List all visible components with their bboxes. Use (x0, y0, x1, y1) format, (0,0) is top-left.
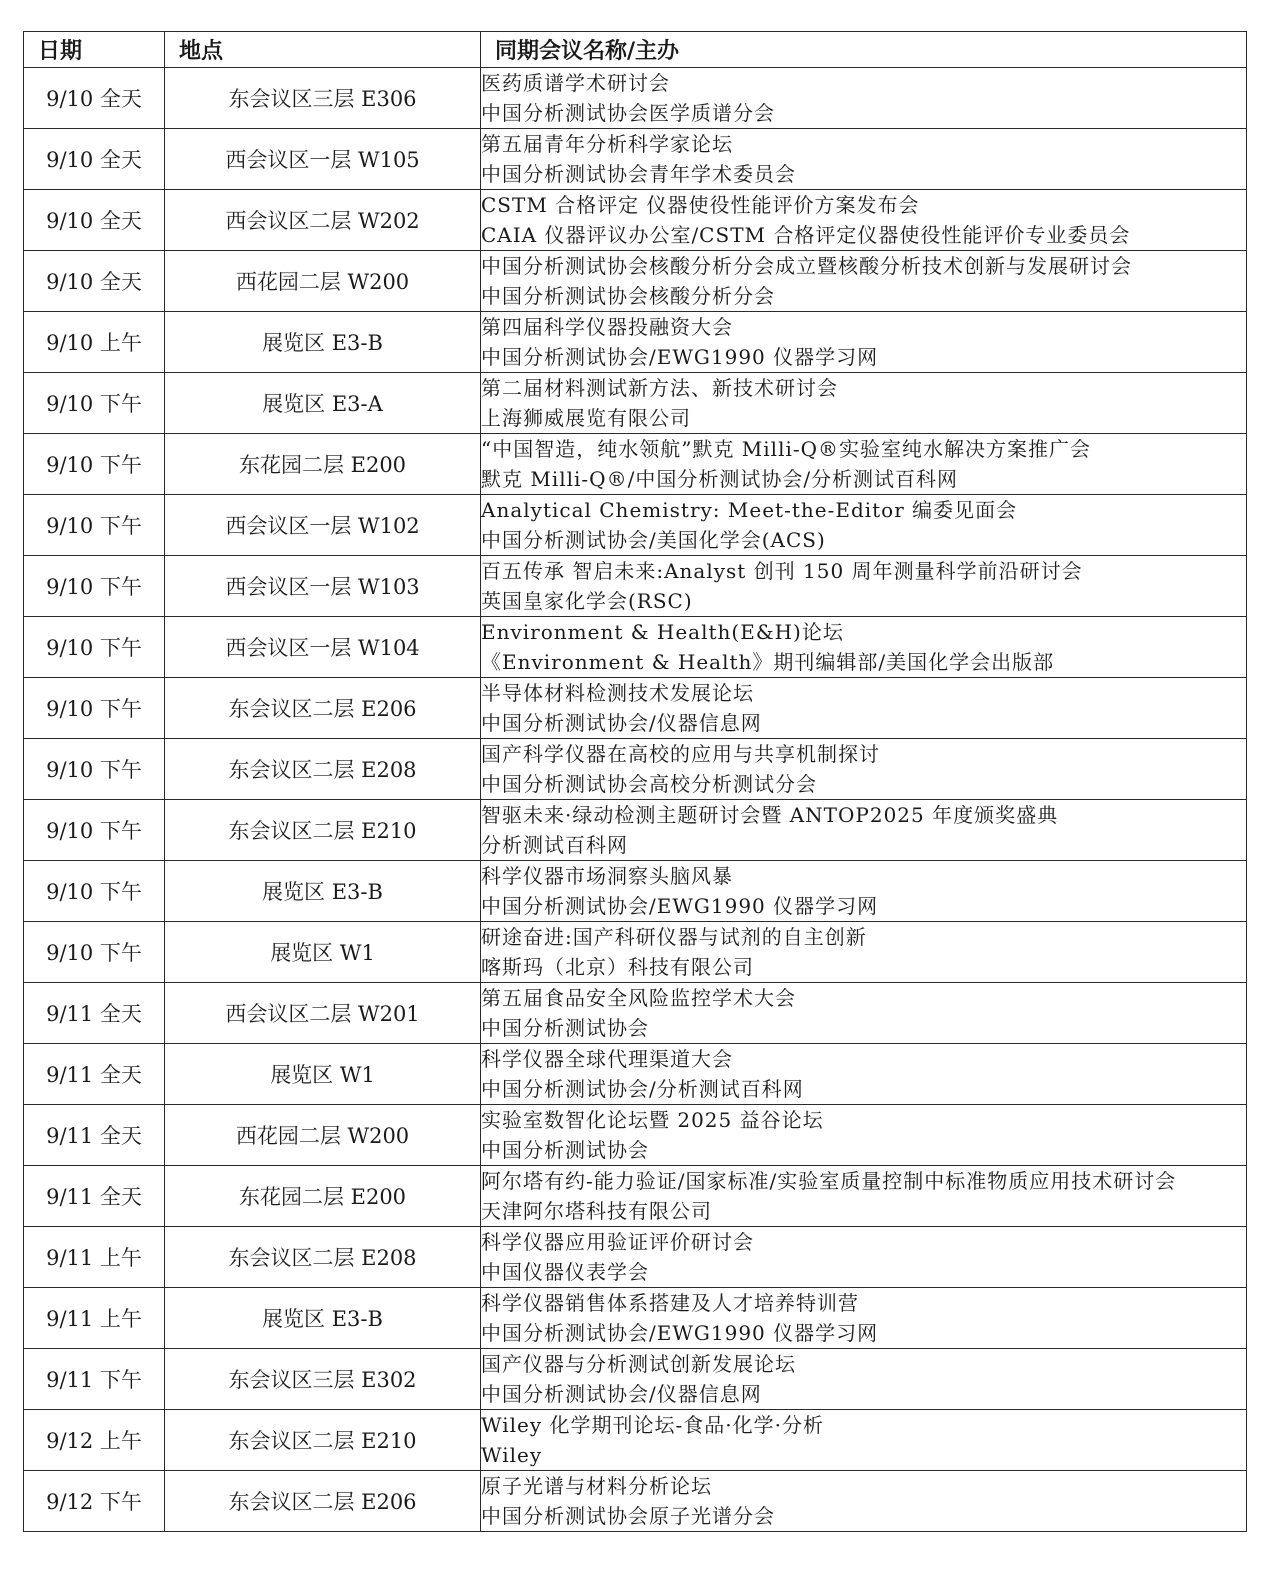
cell-event (481, 739, 1247, 800)
cell-event (481, 617, 1247, 678)
cell-location: 展览区 W1 (165, 922, 481, 983)
table-row (24, 1044, 1247, 1105)
event-organizer: 中国分析测试协会核酸分析分会 (481, 284, 775, 308)
table-row (24, 312, 1247, 373)
table-row (24, 861, 1247, 922)
event-organizer: 默克 Milli-Q®/中国分析测试协会/分析测试百科网 (481, 467, 959, 491)
cell-location: 西花园二层 W200 (165, 251, 481, 312)
cell-location: 西会议区二层 W202 (165, 190, 481, 251)
table-row (24, 1288, 1247, 1349)
event-organizer: 中国分析测试协会/分析测试百科网 (481, 1077, 804, 1101)
cell-date: 9/11 全天 (24, 983, 165, 1044)
cell-date: 9/10 下午 (24, 495, 165, 556)
cell-event (481, 1166, 1247, 1227)
cell-date: 9/10 下午 (24, 800, 165, 861)
cell-location: 东花园二层 E200 (165, 1166, 481, 1227)
cell-date: 9/11 全天 (24, 1044, 165, 1105)
event-organizer: 中国分析测试协会医学质谱分会 (481, 101, 775, 125)
cell-event (481, 1410, 1247, 1471)
event-title: 科学仪器销售体系搭建及人才培养特训营 (481, 1291, 859, 1315)
cell-location: 西会议区一层 W104 (165, 617, 481, 678)
cell-location: 东会议区三层 E302 (165, 1349, 481, 1410)
event-title: 阿尔塔有约-能力验证/国家标准/实验室质量控制中标准物质应用技术研讨会 (481, 1169, 1177, 1193)
event-title: 智驱未来·绿动检测主题研讨会暨 ANTOP2025 年度颁奖盛典 (481, 803, 1059, 827)
event-title: 半导体材料检测技术发展论坛 (481, 681, 754, 705)
event-organizer: 《Environment & Health》期刊编辑部/美国化学会出版部 (481, 650, 1055, 674)
event-organizer: 分析测试百科网 (481, 833, 628, 857)
cell-location: 西会议区一层 W102 (165, 495, 481, 556)
table-row (24, 800, 1247, 861)
cell-event (481, 251, 1247, 312)
event-title: Wiley 化学期刊论坛-食品·化学·分析 (481, 1413, 824, 1437)
header-location: 地点 (165, 32, 481, 68)
cell-location: 东会议区三层 E306 (165, 68, 481, 129)
cell-location: 展览区 E3-B (165, 312, 481, 373)
cell-location: 东会议区二层 E206 (165, 1471, 481, 1532)
cell-date: 9/10 下午 (24, 678, 165, 739)
event-title: 第五届青年分析科学家论坛 (481, 132, 733, 156)
event-title: 第二届材料测试新方法、新技术研讨会 (481, 376, 838, 400)
cell-location: 东会议区二层 E206 (165, 678, 481, 739)
event-title: 实验室数智化论坛暨 2025 益谷论坛 (481, 1108, 824, 1132)
event-title: 百五传承 智启未来:Analyst 创刊 150 周年测量科学前沿研讨会 (481, 559, 1083, 583)
event-title: 第四届科学仪器投融资大会 (481, 315, 733, 339)
event-organizer: 中国分析测试协会/仪器信息网 (481, 1382, 762, 1406)
cell-event (481, 312, 1247, 373)
cell-event (481, 129, 1247, 190)
conference-schedule-table (23, 31, 1247, 1532)
event-organizer: CAIA 仪器评议办公室/CSTM 合格评定仪器使役性能评价专业委员会 (481, 223, 1131, 247)
cell-event (481, 190, 1247, 251)
cell-date: 9/10 下午 (24, 556, 165, 617)
cell-location: 东花园二层 E200 (165, 434, 481, 495)
cell-location: 展览区 E3-B (165, 1288, 481, 1349)
event-organizer: 中国分析测试协会原子光谱分会 (481, 1504, 775, 1528)
cell-event (481, 983, 1247, 1044)
event-title: 科学仪器市场洞察头脑风暴 (481, 864, 733, 888)
cell-date: 9/10 下午 (24, 739, 165, 800)
table-row (24, 983, 1247, 1044)
cell-event (481, 68, 1247, 129)
event-title: 原子光谱与材料分析论坛 (481, 1474, 712, 1498)
event-organizer: 中国分析测试协会/EWG1990 仪器学习网 (481, 1321, 879, 1345)
cell-event (481, 1044, 1247, 1105)
table-row (24, 556, 1247, 617)
event-title: 科学仪器应用验证评价研讨会 (481, 1230, 754, 1254)
cell-location: 西会议区一层 W103 (165, 556, 481, 617)
header-row (24, 32, 1247, 68)
event-title: 中国分析测试协会核酸分析分会成立暨核酸分析技术创新与发展研讨会 (481, 254, 1132, 278)
event-title: Analytical Chemistry: Meet-the-Editor 编委见面会 (481, 498, 1018, 522)
cell-date: 9/11 全天 (24, 1105, 165, 1166)
cell-location: 展览区 W1 (165, 1044, 481, 1105)
cell-date: 9/10 下午 (24, 373, 165, 434)
event-title: 科学仪器全球代理渠道大会 (481, 1047, 733, 1071)
cell-date: 9/11 上午 (24, 1227, 165, 1288)
table-row (24, 251, 1247, 312)
event-organizer: 中国分析测试协会/仪器信息网 (481, 711, 762, 735)
table-row (24, 434, 1247, 495)
cell-event (481, 1105, 1247, 1166)
cell-date: 9/11 上午 (24, 1288, 165, 1349)
cell-event (481, 1227, 1247, 1288)
cell-date: 9/10 全天 (24, 190, 165, 251)
table-row (24, 68, 1247, 129)
header-event: 同期会议名称/主办 (481, 32, 1247, 68)
event-organizer: 英国皇家化学会(RSC) (481, 589, 693, 613)
cell-event (481, 373, 1247, 434)
cell-location: 西会议区二层 W201 (165, 983, 481, 1044)
cell-date: 9/10 下午 (24, 617, 165, 678)
cell-location: 展览区 E3-B (165, 861, 481, 922)
cell-date: 9/10 全天 (24, 68, 165, 129)
cell-date: 9/10 下午 (24, 861, 165, 922)
cell-date: 9/11 下午 (24, 1349, 165, 1410)
cell-date: 9/11 全天 (24, 1166, 165, 1227)
event-organizer: 中国分析测试协会/EWG1990 仪器学习网 (481, 894, 879, 918)
cell-location: 东会议区二层 E208 (165, 739, 481, 800)
cell-date: 9/12 上午 (24, 1410, 165, 1471)
cell-event (481, 1349, 1247, 1410)
cell-location: 东会议区二层 E210 (165, 800, 481, 861)
cell-location: 东会议区二层 E210 (165, 1410, 481, 1471)
table-row (24, 617, 1247, 678)
table-row (24, 1471, 1247, 1532)
cell-location: 西花园二层 W200 (165, 1105, 481, 1166)
cell-location: 东会议区二层 E208 (165, 1227, 481, 1288)
table-row (24, 495, 1247, 556)
cell-event (481, 434, 1247, 495)
event-title: Environment & Health(E&H)论坛 (481, 620, 844, 644)
table-row (24, 1227, 1247, 1288)
event-organizer: 中国分析测试协会高校分析测试分会 (481, 772, 817, 796)
cell-date: 9/10 全天 (24, 251, 165, 312)
cell-event (481, 922, 1247, 983)
event-title: CSTM 合格评定 仪器使役性能评价方案发布会 (481, 193, 920, 217)
cell-event (481, 678, 1247, 739)
cell-event (481, 861, 1247, 922)
event-organizer: 中国分析测试协会 (481, 1016, 649, 1040)
event-title: 研途奋进:国产科研仪器与试剂的自主创新 (481, 925, 867, 949)
cell-date: 9/12 下午 (24, 1471, 165, 1532)
table-row (24, 1410, 1247, 1471)
cell-location: 西会议区一层 W105 (165, 129, 481, 190)
event-organizer: 上海狮威展览有限公司 (481, 406, 691, 430)
event-organizer: 中国分析测试协会青年学术委员会 (481, 162, 796, 186)
cell-location: 展览区 E3-A (165, 373, 481, 434)
table-row (24, 1166, 1247, 1227)
event-organizer: 中国仪器仪表学会 (481, 1260, 649, 1284)
table-header (24, 32, 1247, 68)
table-row (24, 739, 1247, 800)
event-title: 医药质谱学术研讨会 (481, 71, 670, 95)
table-row (24, 1105, 1247, 1166)
cell-date: 9/10 下午 (24, 434, 165, 495)
event-title: 第五届食品安全风险监控学术大会 (481, 986, 796, 1010)
cell-date: 9/10 下午 (24, 922, 165, 983)
event-organizer: 喀斯玛（北京）科技有限公司 (481, 955, 754, 979)
event-organizer: Wiley (481, 1443, 543, 1467)
table-row (24, 190, 1247, 251)
table-body (24, 68, 1247, 1532)
header-date: 日期 (24, 32, 165, 68)
event-organizer: 中国分析测试协会/EWG1990 仪器学习网 (481, 345, 879, 369)
event-organizer: 中国分析测试协会 (481, 1138, 649, 1162)
cell-event (481, 495, 1247, 556)
cell-event (481, 1471, 1247, 1532)
cell-event (481, 1288, 1247, 1349)
cell-date: 9/10 上午 (24, 312, 165, 373)
cell-event (481, 800, 1247, 861)
cell-date: 9/10 全天 (24, 129, 165, 190)
event-title: “中国智造，纯水领航”默克 Milli-Q®实验室纯水解决方案推广会 (481, 437, 1092, 461)
event-organizer: 天津阿尔塔科技有限公司 (481, 1199, 712, 1223)
table-row (24, 373, 1247, 434)
table-row (24, 922, 1247, 983)
event-organizer: 中国分析测试协会/美国化学会(ACS) (481, 528, 826, 552)
table-row (24, 1349, 1247, 1410)
event-title: 国产科学仪器在高校的应用与共享机制探讨 (481, 742, 880, 766)
table-row (24, 678, 1247, 739)
event-title: 国产仪器与分析测试创新发展论坛 (481, 1352, 796, 1376)
table-row (24, 129, 1247, 190)
cell-event (481, 556, 1247, 617)
